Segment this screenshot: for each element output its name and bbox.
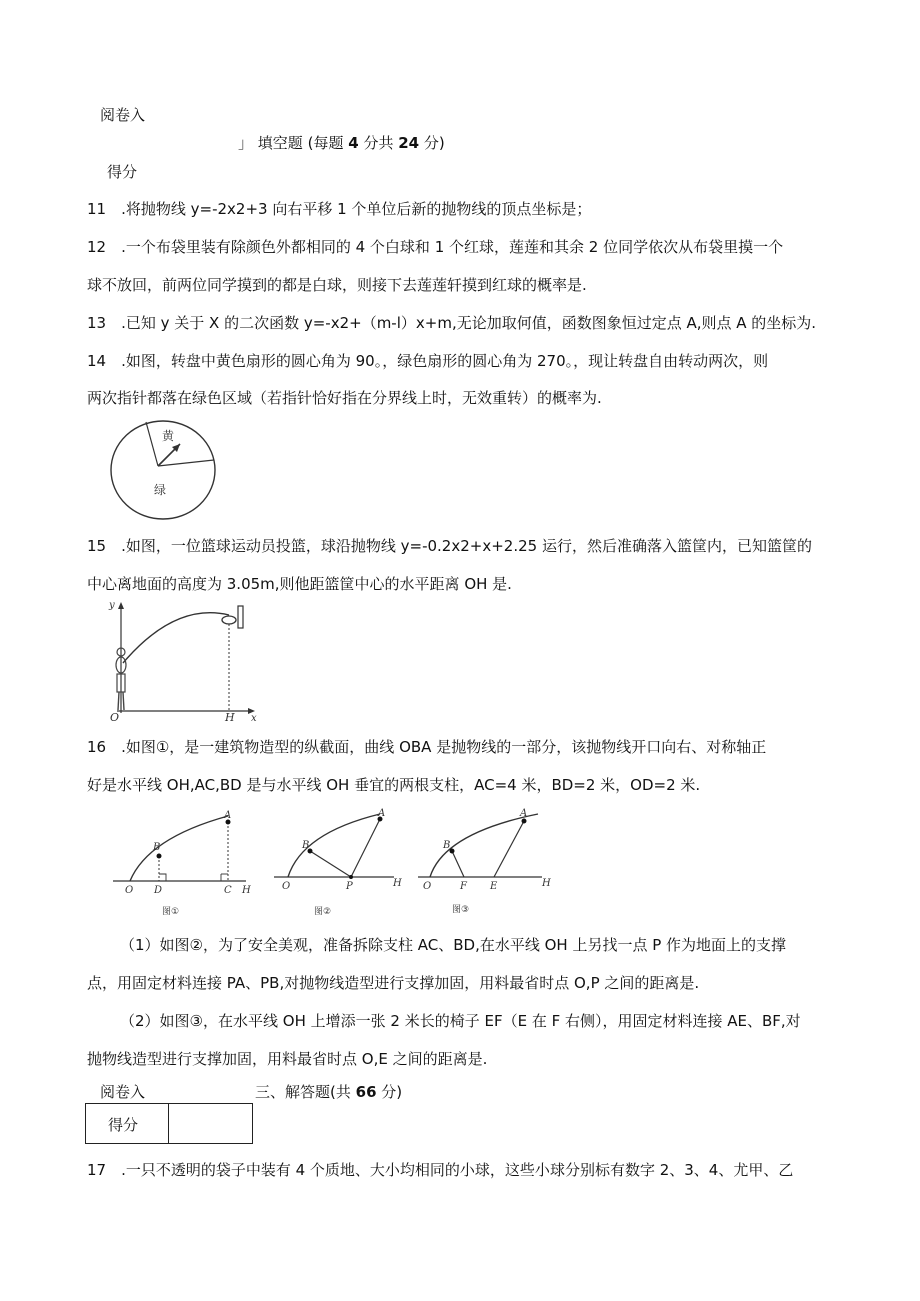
- section-name: 填空题: [257, 134, 303, 152]
- question-14-line1: 14 .如图，转盘中黄色扇形的圆心角为 90。，绿色扇形的圆心角为 270。，现让转盘自由转动两次，则: [87, 352, 769, 370]
- fig3-b-label: B: [443, 840, 451, 851]
- fig1-caption: 图①: [162, 907, 180, 917]
- reader-label: 阅卷入: [100, 106, 146, 124]
- fig3-f-label: F: [460, 881, 467, 892]
- fig1-d-label: D: [154, 885, 163, 896]
- fig3-a-label: A: [520, 808, 528, 819]
- fig1-a-label: A: [224, 810, 232, 821]
- spinner-yellow-label: 黄: [162, 429, 175, 443]
- figure-1: [108, 808, 268, 920]
- question-15-line2: 中心离地面的高度为 3.05m,则他距篮筐中心的水平距离 OH 是.: [87, 575, 512, 593]
- section3-unit: 分): [381, 1083, 403, 1101]
- fig1-h-label: H: [242, 885, 251, 896]
- question-14-line2: 两次指针都落在绿色区域（若指针恰好指在分界线上时，无效重转）的概率为.: [87, 389, 602, 407]
- fig1-b-label: B: [153, 842, 161, 853]
- fig3-caption: 图③: [452, 905, 470, 915]
- figure-2: [272, 808, 412, 920]
- score-box-divider: [168, 1104, 169, 1143]
- section3-title: [255, 1082, 402, 1102]
- score-box: [85, 1103, 253, 1144]
- question-13: 13 .已知 y 关于 X 的二次函数 y=-x2+（m-l）x+m,无论加取何值，函数图象恒过定点 A,则点 A 的坐标为.: [87, 314, 817, 332]
- section-title: [238, 133, 445, 153]
- fig3-o-label: O: [423, 881, 432, 892]
- section3-reader-label: 阅卷入: [100, 1083, 146, 1101]
- question-12-line2: 球不放回，前两位同学摸到的都是白球，则接下去莲莲轩摸到红球的概率是.: [87, 276, 587, 294]
- fig1-o-label: O: [125, 885, 134, 896]
- fig2-a-label: A: [378, 808, 386, 819]
- spinner-green-label: 绿: [154, 483, 167, 497]
- section-mid: 分共: [363, 134, 394, 152]
- question-16-line2: 好是水平线 OH,AC,BD 是与水平线 OH 垂宜的两根支柱，AC=4 米，BD=2 米，OD=2 米.: [87, 776, 701, 794]
- fig2-o-label: O: [282, 881, 291, 892]
- section-per-score: 4: [348, 134, 359, 152]
- question-16-part1-line2: 点，用固定材料连接 PA、PB,对抛物线造型进行支撑加固，用料最省时点 O,P 之间的距离是.: [87, 974, 700, 992]
- section3-name: 三、解答题(共: [255, 1083, 351, 1101]
- score-label: 得分: [107, 163, 138, 181]
- question-16-part2-line2: 抛物线造型进行支撑加固，用料最省时点 O,E 之间的距离是.: [87, 1050, 488, 1068]
- fig15-x-label: x: [251, 713, 257, 724]
- figure-3: [416, 808, 561, 920]
- fig15-o-label: O: [110, 711, 120, 724]
- section-detail: (每题: [307, 134, 344, 152]
- basketball-figure: [105, 600, 265, 725]
- section3-total: 66: [355, 1083, 377, 1101]
- question-17: 17 .一只不透明的袋子中装有 4 个质地、大小均相同的小球，这些小球分别标有数字 2、3、4、尤甲、乙: [87, 1161, 794, 1179]
- question-16-part2-line1: （2）如图③，在水平线 OH 上增添一张 2 米长的椅子 EF（E 在 F 右侧），用固定材料连接 AE、BF,对: [120, 1012, 801, 1030]
- question-15-line1: 15 .如图，一位篮球运动员投篮，球沿抛物线 y=-0.2x2+x+2.25 运行，然后准确落入篮筐内，已知篮筐的: [87, 537, 812, 555]
- fig3-e-label: E: [490, 881, 498, 892]
- score-box-label: 得分: [108, 1116, 139, 1134]
- question-16-line1: 16 .如图①，是一建筑物造型的纵截面，曲线 OBA 是抛物线的一部分，该抛物线开口向右、对称轴正: [87, 738, 767, 756]
- section-bracket: 」: [238, 134, 254, 152]
- fig1-c-label: C: [224, 885, 232, 896]
- fig2-caption: 图②: [314, 907, 332, 917]
- spinner-figure: [108, 418, 218, 522]
- fig2-h-label: H: [393, 878, 402, 889]
- question-12-line1: 12 .一个布袋里装有除颜色外都相同的 4 个白球和 1 个红球，莲莲和其余 2 位同学依次从布袋里摸一个: [87, 238, 784, 256]
- section-unit: 分): [423, 134, 445, 152]
- question-11: 11 .将抛物线 y=-2x2+3 向右平移 1 个单位后新的抛物线的顶点坐标是；: [87, 200, 592, 218]
- fig15-h-label: H: [225, 711, 235, 724]
- question-16-part1-line1: （1）如图②，为了安全美观，准备拆除支柱 AC、BD,在水平线 OH 上另找一点 P 作为地面上的支撑: [120, 936, 787, 954]
- section-total: 24: [398, 134, 420, 152]
- fig2-b-label: B: [302, 840, 310, 851]
- fig3-h-label: H: [542, 878, 551, 889]
- fig15-y-label: y: [109, 600, 115, 611]
- fig2-p-label: P: [346, 881, 353, 892]
